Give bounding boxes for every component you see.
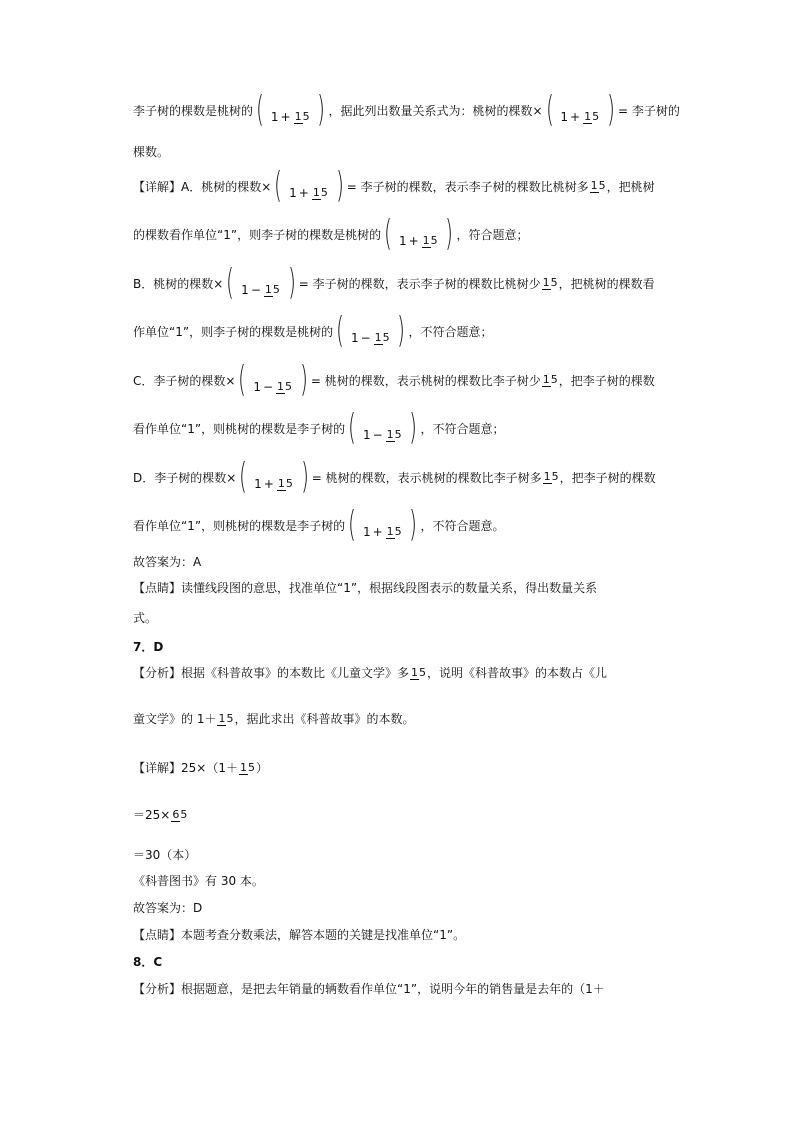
text: ，说明《科普故事》的本数占《儿 (427, 666, 608, 680)
denominator: 5 (430, 234, 438, 247)
digit: 1 (362, 428, 371, 442)
text: ，把李子树的棵数 (558, 373, 655, 388)
plus-sign: + (280, 110, 291, 124)
question-number-7 (133, 638, 163, 655)
text-line-17 (133, 759, 268, 776)
text: ＝30（本） (133, 848, 197, 862)
numerator: 1 (542, 373, 550, 386)
text-line-11 (133, 553, 201, 570)
denominator: 5 (180, 807, 188, 821)
plus-sign: + (263, 477, 274, 491)
numerator: 1 (542, 276, 550, 289)
fraction (277, 477, 293, 491)
denominator: 5 (551, 470, 559, 483)
text-line-3 (133, 165, 655, 206)
denominator: 5 (247, 760, 255, 774)
text: ，不符合题意； (408, 324, 493, 339)
fraction (386, 428, 402, 442)
text-line-15 (133, 664, 607, 681)
fraction (217, 712, 233, 726)
numerator: 1 (239, 760, 247, 774)
paren-expr-one-plus-fifth: ( 1 + 15 ) (256, 89, 326, 130)
paren-expr-one-plus-fifth: ( 1 + 15 ) (348, 504, 418, 545)
text: = 桃树的棵数，表示桃树的棵数比李子树少 (310, 373, 541, 388)
text: = 李子树的棵数，表示李子树的棵数比桃树多 (346, 179, 589, 194)
denominator: 5 (285, 477, 293, 490)
digit: 1 (350, 331, 359, 345)
text: ＝25× (133, 808, 171, 822)
text-line-19 (133, 846, 196, 863)
paren-expr-one-plus-fifth: ( 1 + 15 ) (384, 213, 454, 254)
paren-expr-one-minus-fifth: ( 1 − 15 ) (336, 310, 406, 351)
text: 的棵数看作单位“1”，则李子树的棵数是桃树的 (133, 227, 382, 242)
text: ，把桃树 (606, 179, 655, 194)
plus-sign: + (408, 234, 419, 248)
text-line-1 (133, 89, 680, 130)
text: 7．D (133, 640, 164, 654)
text-line-16 (133, 710, 414, 727)
paren-expr-one-minus-fifth: ( 1 − 15 ) (348, 407, 418, 448)
denominator: 5 (320, 186, 328, 199)
digit: 1 (241, 283, 249, 297)
denominator: 5 (394, 428, 402, 441)
fraction (543, 470, 559, 484)
minus-sign: − (262, 380, 274, 394)
fraction (294, 110, 310, 124)
numerator: 1 (590, 179, 598, 192)
numerator: 1 (543, 470, 551, 483)
text-line-18 (133, 806, 188, 823)
fraction (542, 276, 558, 290)
paren-expr-one-plus-fifth: ( 1 + 15 ) (545, 89, 615, 130)
digit: 1 (560, 110, 569, 124)
minus-sign: − (250, 283, 261, 297)
text: 【分析】根据题意，是把去年销量的辆数看作单位“1”，说明今年的销售量是去年的（1＋ (133, 982, 605, 996)
fraction (542, 373, 558, 387)
text-line-9 (133, 456, 656, 497)
paren-expr-one-plus-fifth: ( 1 + 15 ) (239, 456, 309, 497)
text: 故答案为：D (133, 901, 203, 915)
denominator: 5 (285, 380, 293, 393)
text: 作单位“1”，则李子树的棵数是桃树的 (133, 324, 334, 339)
numerator: 1 (312, 186, 320, 199)
text: D．李子树的棵数× (133, 470, 237, 485)
numerator: 1 (218, 711, 226, 725)
denominator: 5 (550, 373, 558, 386)
text: B．桃树的棵数× (133, 276, 224, 291)
denominator: 5 (394, 525, 402, 538)
fraction (583, 110, 599, 124)
fraction (312, 186, 328, 200)
text-line-21 (133, 899, 202, 916)
numerator: 6 (172, 807, 180, 821)
text: ） (255, 761, 268, 775)
text-line-7 (133, 359, 655, 400)
digit: 1 (270, 110, 279, 124)
text-line-2 (133, 143, 169, 160)
fraction (276, 380, 292, 394)
digit: 1 (254, 477, 262, 491)
numerator: 1 (386, 428, 394, 441)
text: = 李子树的 (617, 103, 680, 118)
text: 【详解】A．桃树的棵数× (133, 179, 272, 194)
text: ，把李子树的棵数 (559, 470, 656, 485)
text-line-4 (133, 213, 529, 254)
plus-sign: + (570, 110, 581, 124)
fraction (264, 283, 280, 297)
text: 故答案为：A (133, 555, 202, 569)
fraction (374, 331, 390, 345)
text: ，不符合题意。 (420, 518, 505, 533)
text-line-12 (133, 579, 597, 596)
numerator: 1 (374, 331, 382, 344)
text: 【分析】根据《科普故事》的本数比《儿童文学》多 (133, 666, 410, 680)
text-line-22 (133, 926, 465, 943)
text: 【详解】25×（1＋ (133, 761, 238, 775)
text-line-24 (133, 980, 605, 997)
denominator: 5 (598, 179, 606, 192)
text: 看作单位“1”，则桃树的棵数是李子树的 (133, 518, 346, 533)
paren-expr-one-minus-fifth: ( 1 − 15 ) (226, 262, 296, 303)
numerator: 1 (277, 380, 285, 393)
text: = 桃树的棵数，表示桃树的棵数比李子树多 (311, 470, 542, 485)
text: 棵数。 (133, 145, 170, 159)
numerator: 1 (264, 283, 272, 296)
digit: 1 (398, 234, 407, 248)
text-line-13 (133, 609, 157, 626)
numerator: 1 (277, 477, 285, 490)
digit: 1 (289, 186, 297, 200)
text: 看作单位“1”，则桃树的棵数是李子树的 (133, 421, 346, 436)
denominator: 5 (592, 110, 600, 123)
fraction (422, 234, 438, 248)
text: ，据此求出《科普故事》的本数。 (234, 712, 415, 726)
digit: 1 (253, 380, 261, 394)
text: 【点睛】读懂线段图的意思，找准单位“1”，根据线段图表示的数量关系，得出数量关系 (133, 581, 598, 595)
denominator: 5 (226, 711, 234, 725)
text: 《科普图书》有 30 本。 (133, 874, 264, 888)
fraction (239, 761, 255, 775)
numerator: 1 (422, 234, 430, 247)
paren-expr-one-plus-fifth: ( 1 + 15 ) (274, 165, 344, 206)
denominator: 5 (272, 283, 280, 296)
text: = 李子树的棵数，表示李子树的棵数比桃树少 (298, 276, 541, 291)
text: 【点睛】本题考查分数乘法，解答本题的关键是找准单位“1”。 (133, 928, 466, 942)
text: ，据此列出数量关系式为：桃树的棵数× (328, 103, 543, 118)
minus-sign: − (372, 428, 383, 442)
text: 李子树的棵数是桃树的 (133, 103, 254, 118)
fraction (171, 808, 187, 822)
numerator: 1 (584, 110, 592, 123)
fraction (386, 525, 402, 539)
question-number-8 (133, 953, 162, 970)
numerator: 1 (294, 110, 302, 123)
text-line-20 (133, 872, 264, 889)
paren-expr-one-minus-fifth: ( 1 − 15 ) (238, 359, 308, 400)
text: C．李子树的棵数× (133, 373, 236, 388)
text: 童文学》的 1＋ (133, 712, 217, 726)
text: ，不符合题意； (420, 421, 505, 436)
text: 式。 (133, 611, 158, 625)
denominator: 5 (550, 276, 558, 289)
text-line-6 (133, 310, 493, 351)
fraction (590, 179, 606, 193)
numerator: 1 (386, 525, 394, 538)
minus-sign: − (360, 331, 371, 345)
fraction (410, 666, 426, 680)
plus-sign: + (298, 186, 309, 200)
text-line-10 (133, 504, 505, 545)
denominator: 5 (382, 331, 390, 344)
text-line-5 (133, 262, 655, 303)
digit: 1 (362, 525, 371, 539)
denominator: 5 (419, 665, 427, 679)
text: ，符合题意； (456, 227, 529, 242)
text: ，把桃树的棵数看 (558, 276, 655, 291)
text-line-8 (133, 407, 505, 448)
text: 8．C (133, 955, 163, 969)
numerator: 1 (411, 665, 419, 679)
denominator: 5 (302, 110, 310, 123)
plus-sign: + (372, 525, 383, 539)
